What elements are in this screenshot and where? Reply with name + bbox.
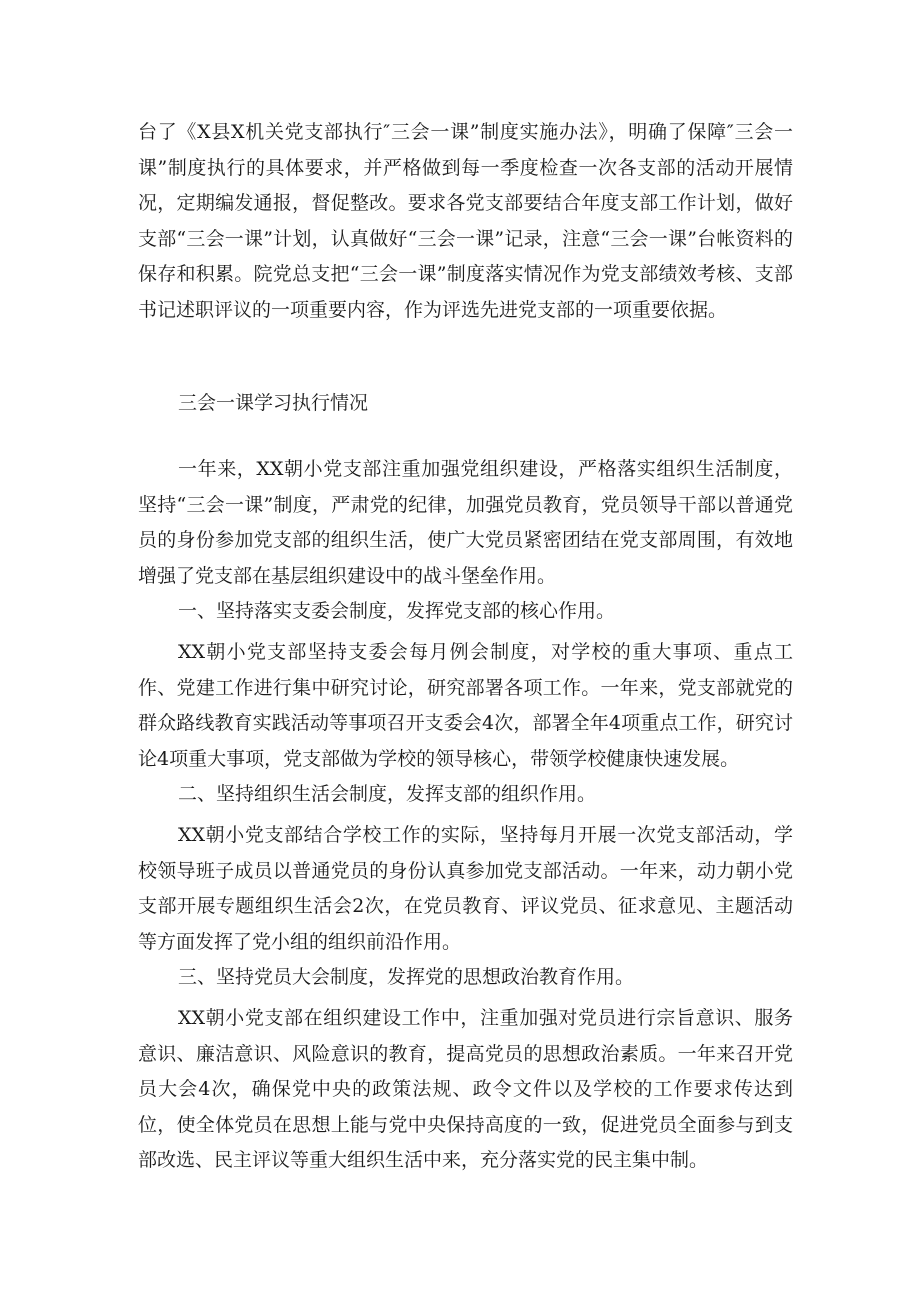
point3-heading: 三、坚持党员大会制度，发挥党的思想政治教育作用。 [178, 966, 635, 989]
section-title: 三会一课学习执行情况 [178, 392, 369, 414]
point3-body: XX朝小党支部在组织建设工作中，注重加强对党员进行宗旨意识、服务意识、廉洁意识、风险意识的教育，提高党员的思想政治素质。一年来召开党员大会4次，确保党中央的政策法规、政令文件以及学校的工作要求传达到位，使全体党员在思想上能与党中央保持高度的一致，促进党员全面参与到支部改选、民主评议等重大组织生活中来，充分落实党的民主集中制。 [138, 1006, 793, 1172]
point2-body: XX朝小党支部结合学校工作的实际，坚持每月开展一次党支部活动，学校领导班子成员以普通党员的身份认真参加党支部活动。一年来，动力朝小党支部开展专题组织生活会2次，在党员教育、评议党员、征求意见、主题活动等方面发挥了党小组的组织前沿作用。 [138, 823, 793, 953]
point2-heading: 二、坚持组织生活会制度，发挥支部的组织作用。 [178, 783, 597, 806]
intro-section [138, 115, 793, 328]
point1-body: XX朝小党支部坚持支委会每月例会制度，对学校的重大事项、重点工作、党建工作进行集中研究讨论，研究部署各项工作。一年来，党支部就党的群众路线教育实践活动等事项召开支委会4次，部署全年4项重点工作，研究讨论4项重大事项，党支部做为学校的领导核心，带领学校健康快速发展。 [138, 640, 793, 770]
intro-paragraph: 台了《X县X机关党支部执行″三会一课”制度实施办法》，明确了保障″三会一课”制度执行的具体要求，并严格做到每一季度检查一次各支部的活动开展情况，定期编发通报，督促整改。要求各党支部要结合年度支部工作计划，做好支部“三会一课”计划，认真做好“三会一课”记录，注意“三会一课”台帐资料的保存和积累。院党总支把“三会一课”制度落实情况作为党支部绩效考核、支部书记述职评议的一项重要内容，作为评选先进党支部的一项重要依据。 [138, 121, 793, 321]
opening-paragraph: 一年来，XX朝小党支部注重加强党组织建设，严格落实组织生活制度，坚持“三会一课”制度，严肃党的纪律，加强党员教育，党员领导干部以普通党员的身份参加党支部的组织生活，使广大党员紧密团结在党支部周围，有效地增强了党支部在基层组织建设中的战斗堡垒作用。 [138, 458, 793, 587]
point1-heading: 一、坚持落实支委会制度，发挥党支部的核心作用。 [178, 600, 616, 623]
report-body [138, 452, 793, 1179]
